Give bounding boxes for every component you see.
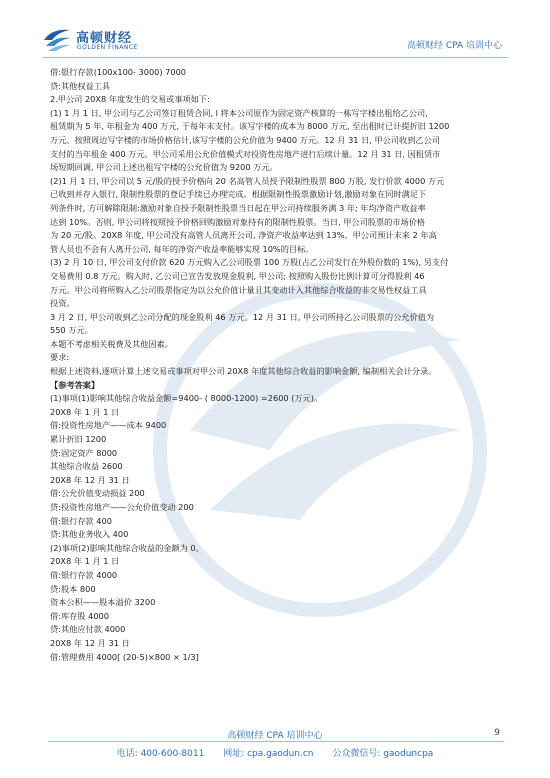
text-line: 贷:其他业务收入 400 — [50, 529, 129, 540]
text-line: 投资。 — [50, 298, 75, 309]
text-line: 借:库存股 4000 — [50, 610, 109, 621]
text-line: 达到 10%。否则, 甲公司将按照授予价格回购激励对象持有的限制性股票。当日, 甲公司股票的市场价格 — [50, 216, 426, 227]
text-line: 20X8 年 1 月 1 日 — [50, 556, 120, 567]
text-line: 贷:其他应付款 4000 — [50, 624, 126, 635]
text-line: 根据上述资料,逐项计算上述交易或事项对甲公司 20X8 年度其他综合收益的影响金额, 编制相关会计分录。 — [50, 366, 437, 377]
text-line: 贷:投资性房地产——公允价值变动 200 — [50, 502, 194, 512]
page-header — [0, 0, 550, 62]
page-footer — [0, 728, 550, 778]
footer-contact — [0, 746, 550, 759]
text-line: 借:投资性房地产——成本 9400 — [50, 420, 167, 431]
text-line: 20X8 年 12 月 31 日 — [50, 474, 130, 485]
text-line: 累计折旧 1200 — [50, 434, 107, 445]
text-line: 2.甲公司 20X8 年度发生的交易或事项如下: — [50, 94, 210, 105]
text-line: (2)事项(2)影响其他综合收益的金额为 0。 — [50, 542, 204, 553]
text-line: (1)事项(1)影响其他综合收益金额=9400- ( 8000-1200) =2600 (万元)。 — [50, 393, 323, 404]
gaodun-logo — [42, 26, 202, 56]
header-divider — [42, 57, 508, 58]
text-line: (2)1 月 1 日, 甲公司以 5 元/股的授予价格向 20 名高管人员授予限制性股票 800 万股, 发行价款 4000 万元 — [50, 175, 445, 186]
text-line: 支付的当年租金 400 万元。甲公司采用公允价值模式对投资性房地产进行后续计量。12 月 31 日, 因租赁市 — [50, 148, 441, 159]
logo-subtext: GOLDEN FINANCE — [77, 44, 138, 51]
text-line: 资本公积——股本溢价 3200 — [50, 597, 156, 608]
text-line: 借:银行存款 400 — [50, 515, 112, 526]
footer-divider — [48, 741, 504, 742]
footer-website: 网址: cpa.gaodun.cn — [223, 749, 314, 759]
text-line: 3 月 2 日, 甲公司收到乙公司分配的现金股利 46 万元。12 月 31 日, 甲公司所持乙公司股票的公允价值为 — [50, 311, 435, 322]
text-line: 借:银行存款 4000 — [50, 569, 118, 580]
footer-title: 高顿财经 CPA 培训中心 — [227, 731, 323, 741]
text-line: 交易费用 0.8 万元。购入时, 乙公司已宣告发放现金股利, 甲公司; 按照购入股份比例计算可分得股利 46 — [50, 270, 425, 281]
text-line: 列条件时, 方可解除限制:激励对象自授予限制性股票当日起在甲公司持续服务满 3 年; 年均净资产收益率 — [50, 202, 426, 213]
text-line: 20X8 年 12 月 31 日 — [50, 637, 130, 648]
text-line: 借:银行存款(100x100- 3000) 7000 — [50, 67, 187, 77]
text-line: 贷:其他权益工具 — [50, 80, 111, 91]
text-line: 其他综合收益 2600 — [50, 461, 123, 472]
footer-wechat: 公众微信号: gaoduncpa — [332, 749, 434, 759]
text-line: 已收到并存入银行, 限制性股票的登记手续已办理完成。根据限制性股票激励计划,激励对象在同时满足下 — [50, 189, 427, 200]
footer-phone: 电话: 400-600-8011 — [116, 749, 205, 759]
text-line: 万元。甲公司将所购入乙公司股票指定为以公允价值计量且其变动计入其他综合收益的非交易性权益工具 — [50, 284, 427, 295]
text-line: 场短期回调, 甲公司上述出租写字楼的公允价值为 9200 万元。 — [50, 162, 278, 173]
text-line: 要求: — [50, 352, 70, 363]
text-line: 贷:股本 800 — [50, 583, 96, 594]
text-line: (1) 1 月 1 日, 甲公司与乙公司签订租赁合同, l 将本公司原作为固定资产核算的一栋写字楼出租给乙公司, — [50, 107, 428, 118]
text-line: 万元。按照周边写字楼的市场价格估计,该写字楼的公允价值为 9400 万元。12 月 31 日, 甲公司收到乙公司 — [50, 134, 440, 145]
text-line: 为 20 元/股。20X8 年度, 甲公司没有高管人员离开公司, 净资产收益率达到 13%。甲公司预计未来 2 年高 — [50, 230, 437, 241]
text-line: 本题不考虑相关税费及其他因素。 — [50, 338, 173, 349]
section-heading: 【参考答案】 — [50, 379, 100, 390]
logo-mark-icon — [42, 26, 72, 52]
header-title: 高顿财经 CPA 培训中心 — [406, 41, 502, 51]
page-number: 9 — [494, 728, 500, 738]
text-line: 贷:固定资产 8000 — [50, 447, 118, 458]
text-line: 20X8 年 1 月 1 日 — [50, 406, 120, 417]
document-body — [50, 66, 506, 664]
text-line: (3) 2 月 10 日, 甲公司支付价款 620 万元购入乙公司股票 100 万股(占乙公司发行在外股份数的 1%), 另支付 — [50, 257, 449, 268]
text-line: 借:管理费用 4000[ (20-5)×800 × 1/3] — [50, 651, 199, 662]
text-line: 租赁期为 5 年, 年租金为 400 万元, 于每年末支付。该写字楼的成本为 8000 万元, 至出租时已计提折旧 1200 — [50, 121, 450, 132]
text-line: 550 万元。 — [50, 325, 93, 336]
text-line: 管人员也不会有人离开公司, 每年的净资产收益率能够实现 10%的目标。 — [50, 243, 314, 254]
text-line: 借:公允价值变动损益 200 — [50, 488, 145, 499]
logo-text: 高顿财经 — [76, 31, 133, 46]
